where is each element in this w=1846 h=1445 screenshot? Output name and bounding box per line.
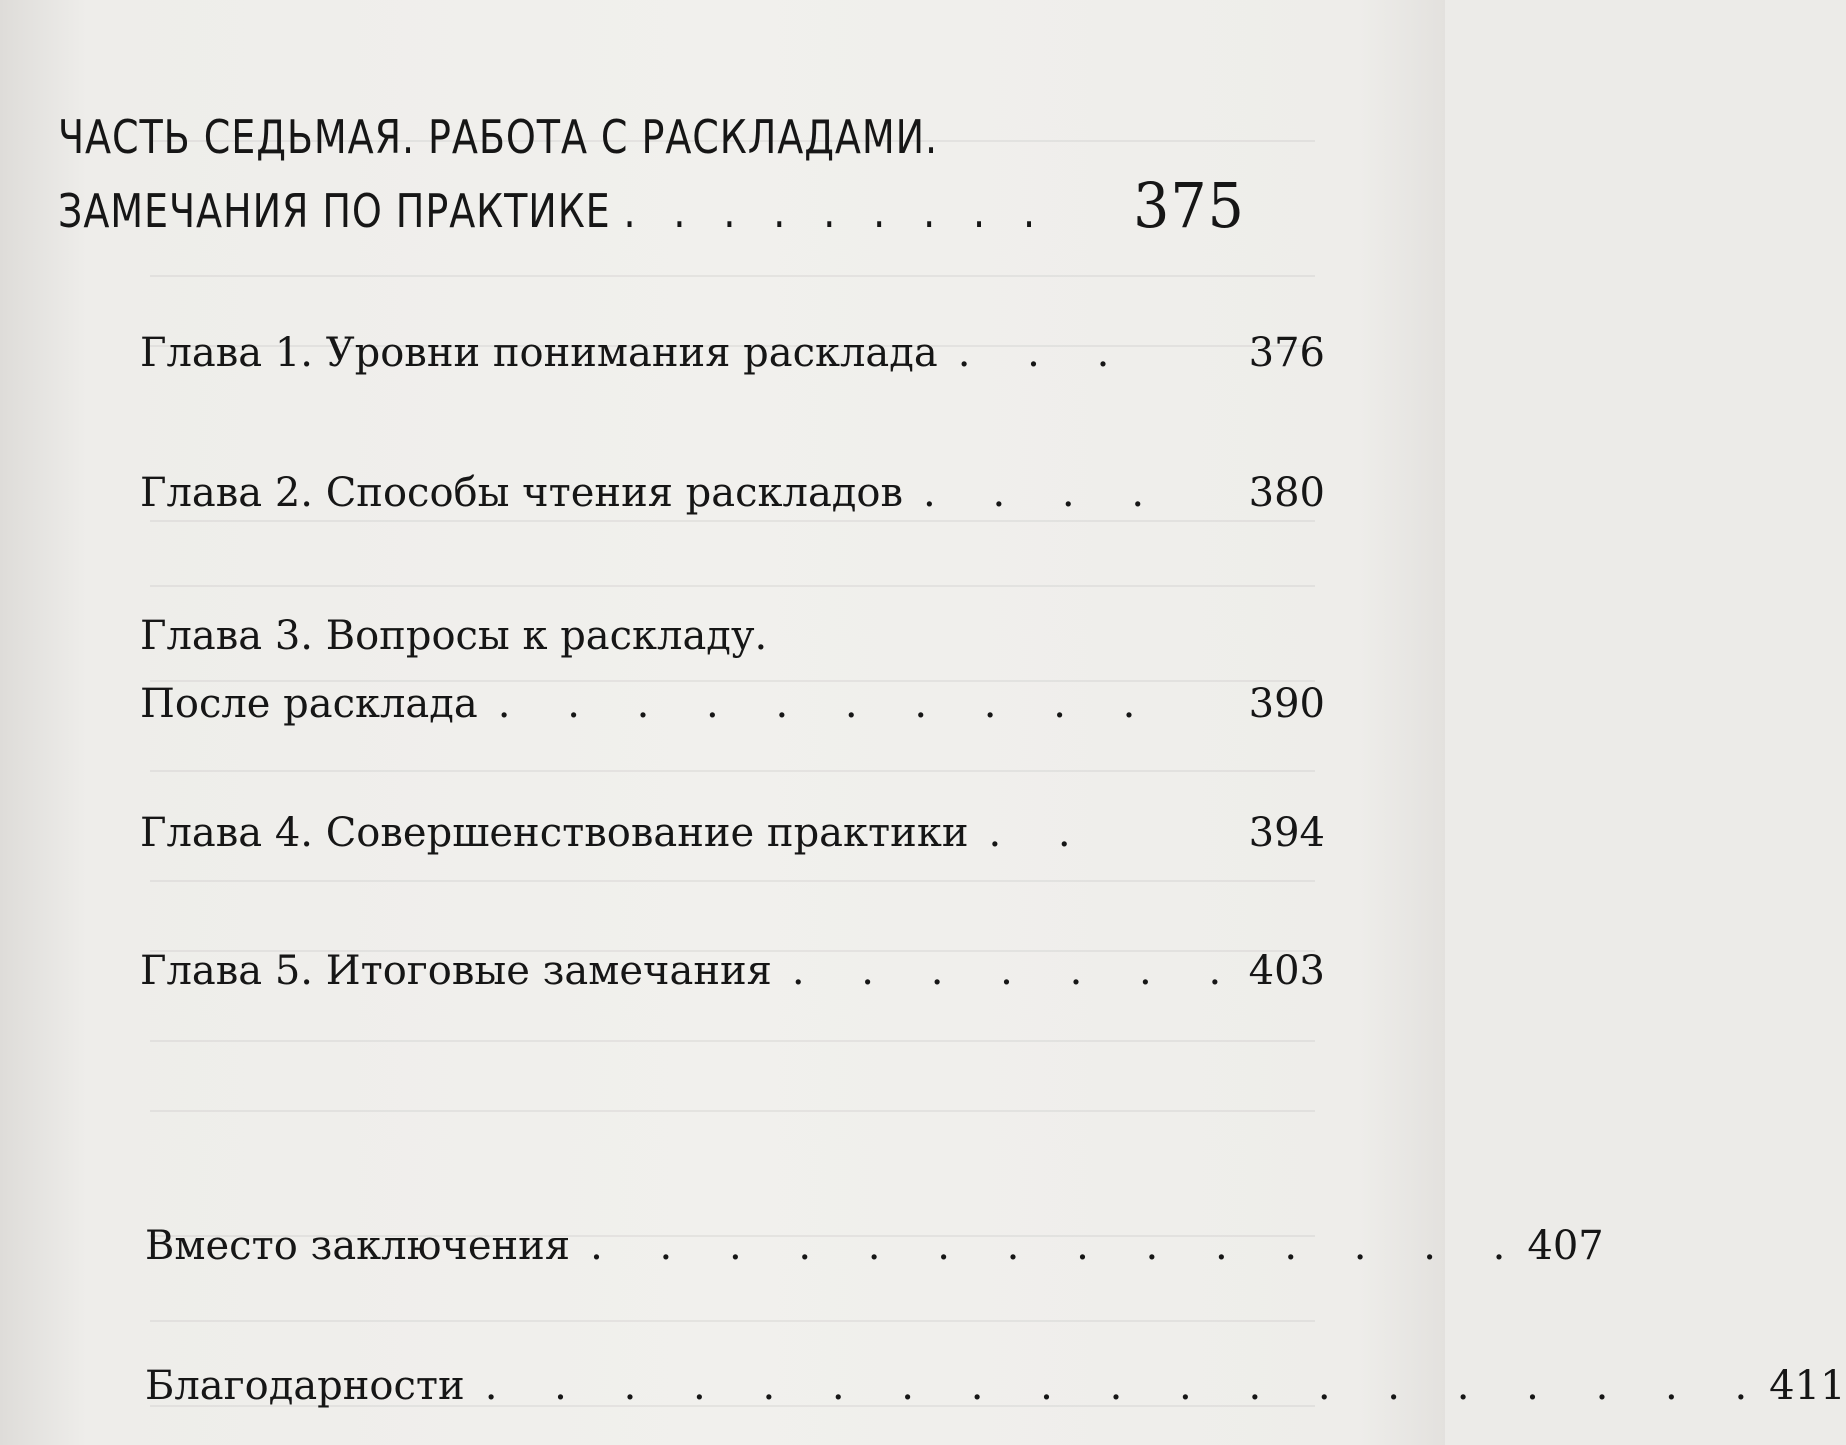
leader-dots: . . . . bbox=[923, 470, 1167, 516]
part-heading-line2 bbox=[58, 169, 1245, 248]
toc-entry-chapter-2 bbox=[140, 462, 1325, 524]
toc-entry-chapter-4 bbox=[140, 802, 1325, 864]
toc-entry-title: Глава 5. Итоговые замечания bbox=[140, 948, 772, 994]
toc-entry-chapter-1 bbox=[140, 322, 1325, 384]
toc-entry-title: Благодарности bbox=[145, 1363, 465, 1409]
toc-entry-acknowledgements bbox=[145, 1355, 1846, 1417]
part-heading bbox=[58, 100, 1245, 248]
toc-entry-title: После расклада bbox=[140, 681, 478, 727]
leader-dots: . . . . . . . . . . . . . . . . . . . bbox=[484, 1363, 1770, 1409]
toc-entry-title: Глава 4. Совершенствование практики bbox=[140, 810, 969, 856]
toc-entry-afterword bbox=[145, 1215, 1604, 1277]
toc-entry-chapter-3 bbox=[140, 605, 1325, 735]
toc-entry-page: 380 bbox=[1248, 470, 1325, 516]
toc-entry-page: 376 bbox=[1248, 330, 1325, 376]
toc-entry-page: 390 bbox=[1248, 681, 1325, 727]
part-page-number: 375 bbox=[1133, 169, 1245, 242]
toc-entry-title-line1: Глава 3. Вопросы к раскладу. bbox=[140, 613, 768, 659]
toc-entry-chapter-5 bbox=[140, 940, 1325, 1002]
leader-dots: . . . . . . . . . . bbox=[497, 681, 1158, 727]
part-heading-line1: ЧАСТЬ СЕДЬМАЯ. РАБОТА С РАСКЛАДАМИ. bbox=[58, 110, 939, 164]
toc-entry-page: 411 bbox=[1769, 1363, 1846, 1409]
leader-dots: . . . . . . . . . . . . . . bbox=[590, 1223, 1528, 1269]
toc-entry-title: Глава 1. Уровни понимания расклада bbox=[140, 330, 938, 376]
leader-dots: . . . bbox=[957, 330, 1132, 376]
toc-entry-page: 403 bbox=[1248, 948, 1325, 994]
leader-dots: . . . . . . . bbox=[791, 948, 1244, 994]
toc-entry-title: Вместо заключения bbox=[145, 1223, 571, 1269]
toc-entry-page: 407 bbox=[1527, 1223, 1604, 1269]
part-heading-line2-text: ЗАМЕЧАНИЯ ПО ПРАКТИКЕ bbox=[58, 184, 611, 238]
toc-entry-page: 394 bbox=[1248, 810, 1325, 856]
leader-dots: . . bbox=[988, 810, 1093, 856]
toc-entry-title: Глава 2. Способы чтения раскладов bbox=[140, 470, 904, 516]
leader-dots: . . . . . . . . . bbox=[623, 184, 1048, 238]
